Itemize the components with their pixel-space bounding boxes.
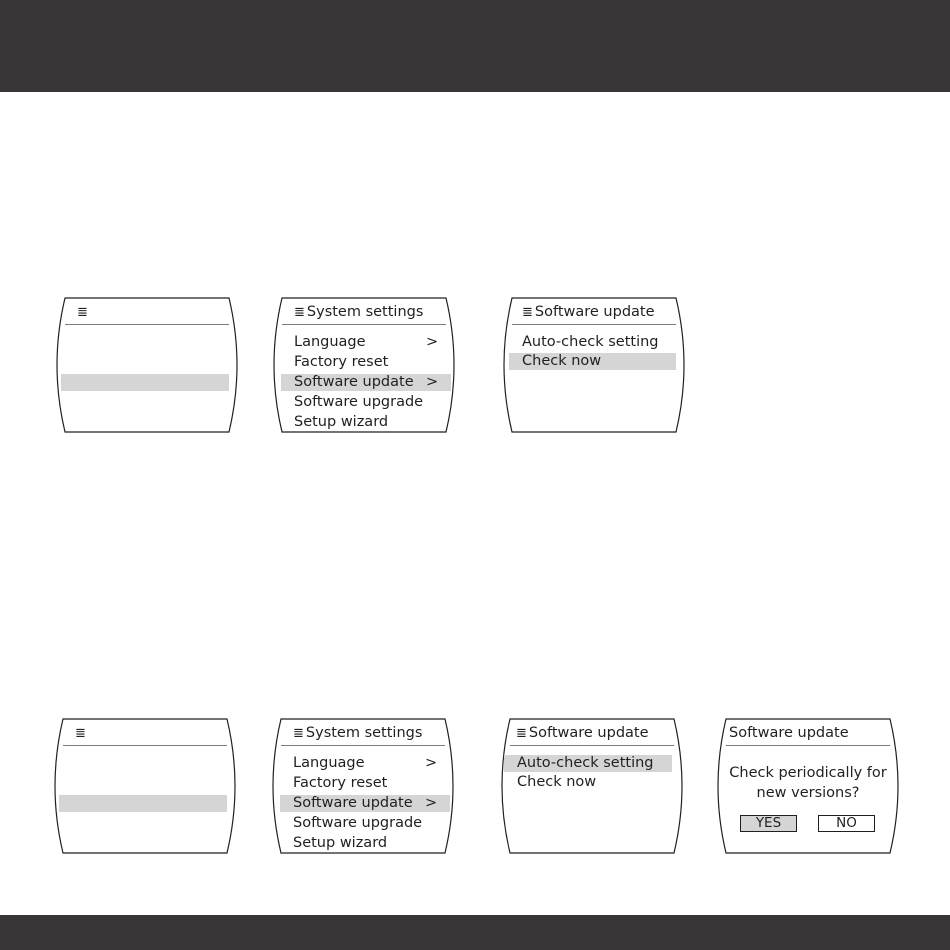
selection-highlight [61, 374, 229, 391]
top-banner [0, 0, 950, 92]
menu-item-factory-reset[interactable] [293, 773, 465, 793]
menu-item-setup-wizard[interactable] [294, 412, 466, 432]
chevron-right-icon: > [425, 795, 438, 811]
menu-lines-icon: ≣ [77, 305, 88, 320]
menu-item-software-update[interactable] [293, 793, 465, 813]
header-divider [281, 745, 445, 746]
chevron-right-icon: > [426, 374, 439, 390]
header-divider [726, 745, 890, 746]
menu-item-label: Software update [293, 795, 413, 811]
screen-header [77, 302, 90, 322]
menu-item-auto-check-setting[interactable] [517, 753, 689, 773]
no-button[interactable]: NO [818, 815, 875, 832]
menu-item-software-upgrade[interactable] [294, 392, 466, 412]
menu-item-label: Factory reset [293, 775, 388, 791]
device-screen-home [53, 719, 237, 853]
screen-title: System settings [305, 725, 423, 741]
screen-header [516, 723, 649, 743]
screen-header [729, 723, 849, 743]
device-screen-software-update [500, 719, 684, 853]
menu-item-label: Setup wizard [294, 414, 389, 430]
menu-item-language[interactable] [293, 753, 465, 773]
screen-header [294, 302, 423, 322]
menu-lines-icon: ≣ [294, 305, 305, 320]
menu-item-label: Factory reset [294, 354, 389, 370]
screen-title: Software update [534, 304, 655, 320]
header-divider [65, 324, 229, 325]
menu-item-check-now[interactable] [517, 772, 689, 792]
menu-item-label: Software upgrade [294, 394, 424, 410]
header-divider [512, 324, 676, 325]
dialog-message-line2: new versions? [756, 785, 860, 801]
menu-item-check-now[interactable] [522, 351, 694, 371]
screen-header [75, 723, 88, 743]
menu-item-label: Check now [522, 353, 602, 369]
chevron-right-icon: > [426, 334, 439, 350]
device-screen-system-settings [272, 298, 456, 432]
menu-item-setup-wizard[interactable] [293, 833, 465, 853]
device-screen-system-settings [271, 719, 455, 853]
menu-lines-icon: ≣ [516, 726, 527, 741]
menu-lines-icon: ≣ [522, 305, 533, 320]
menu-item-language[interactable] [294, 332, 466, 352]
menu-item-label: Software update [294, 374, 414, 390]
screen-header [293, 723, 422, 743]
menu-lines-icon: ≣ [293, 726, 304, 741]
menu-item-auto-check-setting[interactable] [522, 332, 694, 352]
menu-lines-icon: ≣ [75, 726, 86, 741]
menu-item-software-upgrade[interactable] [293, 813, 465, 833]
menu-item-label: Language [293, 755, 365, 771]
menu-item-factory-reset[interactable] [294, 352, 466, 372]
screen-title: Software update [729, 725, 849, 741]
bottom-banner [0, 915, 950, 950]
header-divider [510, 745, 674, 746]
device-screen-software-update [502, 298, 686, 432]
menu-item-label: Auto-check setting [517, 755, 654, 771]
device-screen-confirm-dialog [716, 719, 900, 853]
screen-title: System settings [306, 304, 424, 320]
menu-item-label: Language [294, 334, 366, 350]
menu-item-software-update[interactable] [294, 372, 466, 392]
chevron-right-icon: > [425, 755, 438, 771]
menu-item-label: Software upgrade [293, 815, 423, 831]
menu-item-label: Setup wizard [293, 835, 388, 851]
dialog-message-line1: Check periodically for [729, 765, 887, 781]
screen-header [522, 302, 655, 322]
yes-button[interactable]: YES [740, 815, 797, 832]
menu-item-label: Check now [517, 774, 597, 790]
screen-title: Software update [528, 725, 649, 741]
device-screen-home [55, 298, 239, 432]
header-divider [282, 324, 446, 325]
selection-highlight [59, 795, 227, 812]
header-divider [63, 745, 227, 746]
menu-item-label: Auto-check setting [522, 334, 659, 350]
